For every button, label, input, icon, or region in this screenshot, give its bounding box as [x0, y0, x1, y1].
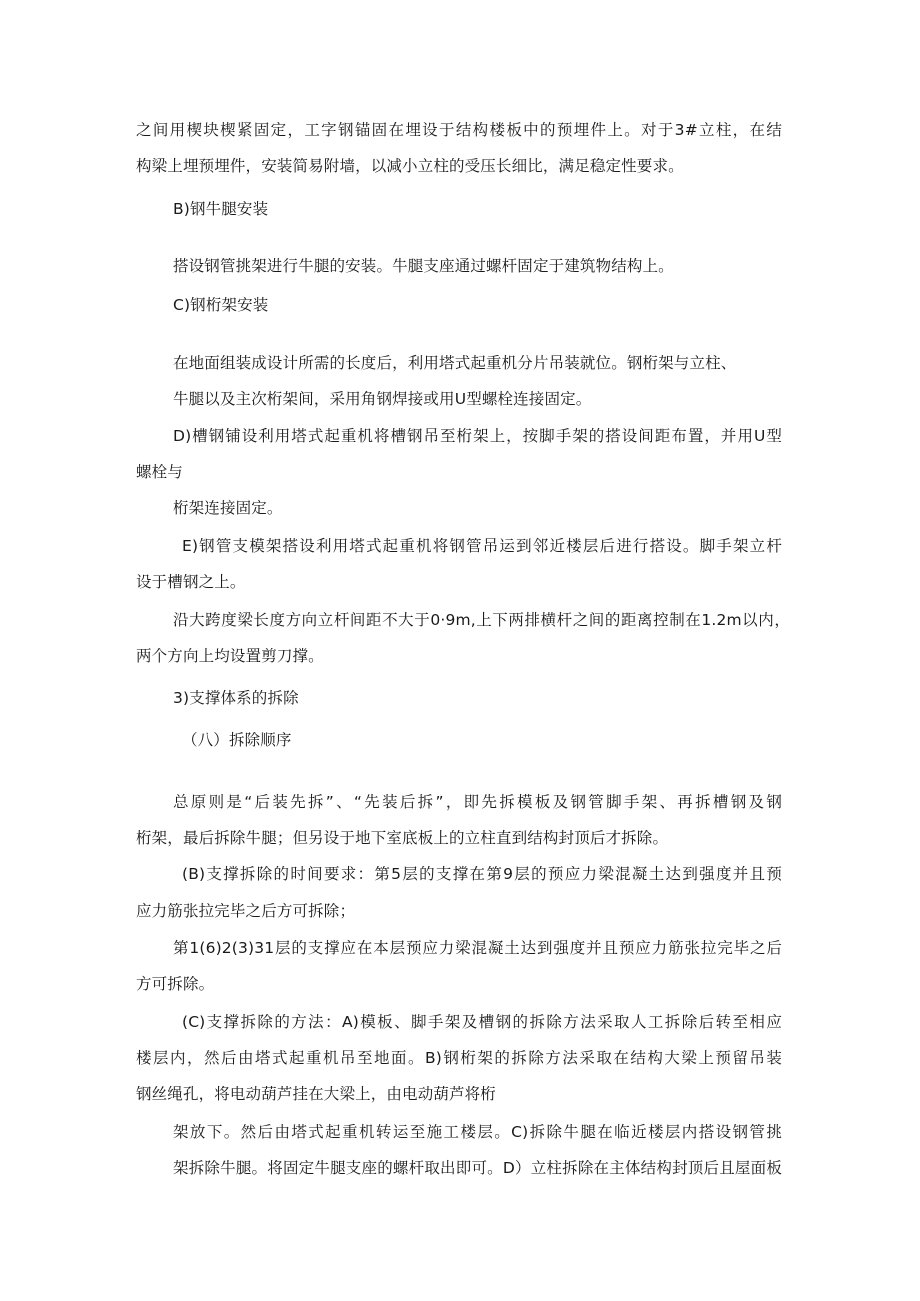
text-line: 方可拆除。	[136, 975, 215, 993]
text-line: 钢丝绳孔，将电动葫芦挂在大梁上，由电动葫芦将桁	[136, 1085, 496, 1103]
text-line: 牛腿以及主次桁架间，采用角钢焊接或用U型螺栓连接固定。	[173, 390, 592, 408]
text-line: D)槽钢铺设利用塔式起重机将槽钢吊至桁架上，按脚手架的搭设间距布置，并用U型	[173, 427, 782, 445]
text-line: 搭设钢管挑架进行牛腿的安装。牛腿支座通过螺杆固定于建筑物结构上。	[173, 257, 674, 275]
text-line: B)钢牛腿安装	[173, 200, 269, 218]
text-line: 楼层内，然后由塔式起重机吊至地面。B)钢桁架的拆除方法采取在结构大梁上预留吊装	[136, 1049, 782, 1067]
text-line: 构梁上埋预埋件，安装简易附墙，以减小立柱的受压长细比，满足稳定性要求。	[136, 157, 684, 175]
text-line: 第1(6)2(3)31层的支撑应在本层预应力梁混凝土达到强度并且预应力筋张拉完毕之后	[173, 939, 782, 957]
text-line: 架放下。然后由塔式起重机转运至施工楼层。C)拆除牛腿在临近楼层内搭设钢管挑	[173, 1123, 782, 1141]
section-heading: （八）拆除顺序	[182, 731, 292, 749]
text-line: 螺栓与	[136, 463, 183, 481]
text-line: E)钢管支模架搭设利用塔式起重机将钢管吊运到邻近楼层后进行搭设。脚手架立杆	[182, 537, 782, 555]
text-line: 两个方向上均设置剪刀撑。	[136, 647, 324, 665]
text-line: 应力筋张拉完毕之后方可拆除；	[136, 902, 356, 920]
text-line: 3)支撑体系的拆除	[173, 689, 299, 707]
text-line: 在地面组装成设计所需的长度后，利用塔式起重机分片吊装就位。钢桁架与立柱、	[173, 354, 737, 372]
text-line: 沿大跨度梁长度方向立杆间距不大于0·9m,上下两排横杆之间的距离控制在1.2m以内，	[173, 611, 790, 629]
text-line: (B)支撑拆除的时间要求：第5层的支撑在第9层的预应力梁混凝土达到强度并且预	[182, 865, 782, 883]
text-line: 桁架，最后拆除牛腿；但另设于地下室底板上的立柱直到结构封顶后才拆除。	[136, 829, 669, 847]
text-line: 总原则是“后装先拆”、“先装后拆”，即先拆模板及钢管脚手架、再拆槽钢及钢	[173, 793, 782, 811]
text-line: C)钢桁架安装	[173, 296, 269, 314]
text-line: 桁架连接固定。	[173, 499, 283, 517]
text-line: 之间用楔块楔紧固定，工字钢锚固在埋设于结构楼板中的预埋件上。对于3#立柱，在结	[136, 121, 782, 139]
text-line: 架拆除牛腿。将固定牛腿支座的螺杆取出即可。D）立柱拆除在主体结构封顶后且屋面板	[173, 1159, 782, 1177]
text-line: (C)支撑拆除的方法：A)模板、脚手架及槽钢的拆除方法采取人工拆除后转至相应	[182, 1013, 782, 1031]
text-line: 设于槽钢之上。	[136, 573, 246, 591]
